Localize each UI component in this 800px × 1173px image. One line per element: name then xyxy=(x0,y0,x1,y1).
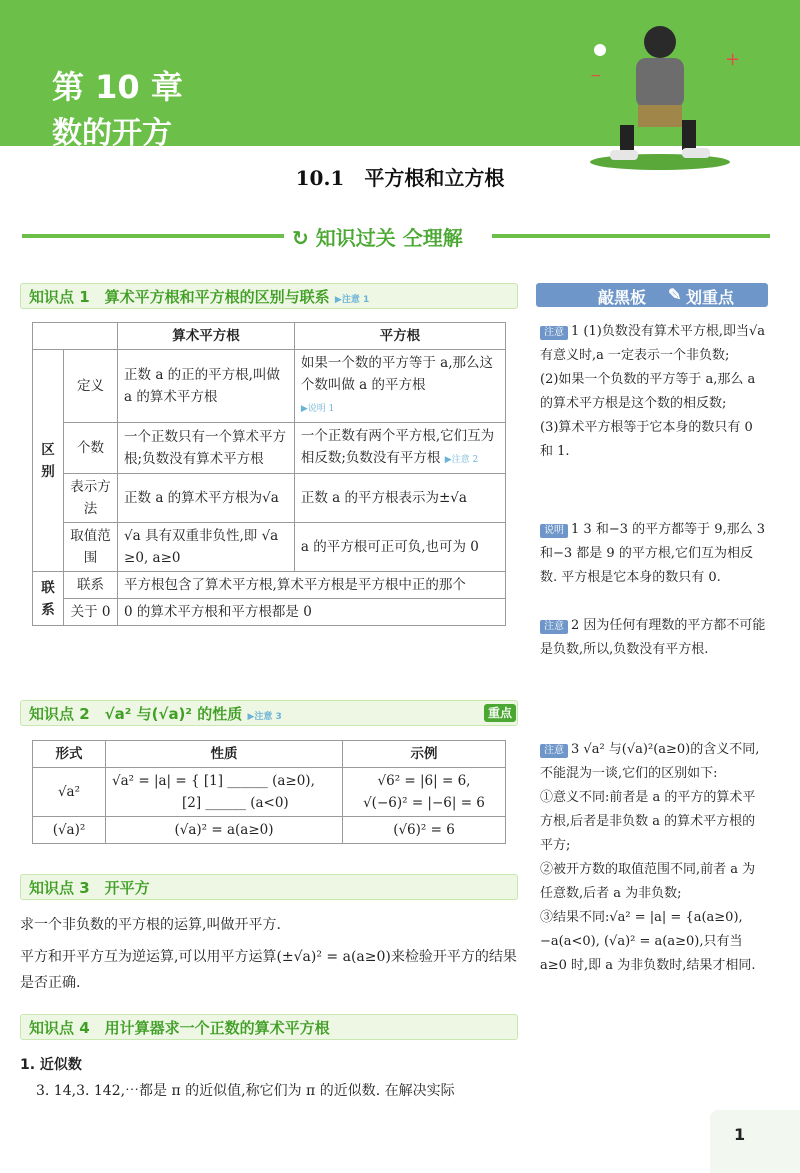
col-square-root: 平方根 xyxy=(294,323,505,350)
chapter-title: 数的开方 xyxy=(52,116,172,151)
page-number: 1 xyxy=(734,1125,746,1144)
section-title: 10.1 平方根和立方根 xyxy=(295,166,505,190)
side-header: 敲黑板 ✎ 划重点 xyxy=(536,283,768,307)
student-illustration xyxy=(560,10,760,170)
kp3-bar xyxy=(20,874,518,900)
kp1-bar xyxy=(20,283,518,309)
swirl-icon: ↻ xyxy=(292,226,316,250)
chapter-number: 第 10 章 xyxy=(52,68,183,106)
kp3-title: 知识点 3 开平方 xyxy=(29,879,150,897)
pencil-icon: ✎ xyxy=(668,285,682,304)
svg-text:−: − xyxy=(590,68,602,84)
banner-line-left xyxy=(22,234,284,238)
group-link: 联系 xyxy=(33,572,64,626)
svg-text:+: + xyxy=(725,49,741,70)
banner-line-right xyxy=(492,234,770,238)
kp2-title: 知识点 2 √a² 与(√a)² 的性质 ▶注意 3 xyxy=(29,705,282,723)
kp3-definition: 求一个非负数的平方根的运算,叫做开平方. xyxy=(20,917,281,933)
kp1-title: 知识点 1 算术平方根和平方根的区别与联系 ▶注意 1 xyxy=(29,288,370,306)
col-arith-root: 算术平方根 xyxy=(118,323,295,350)
explain-1: 说明 1 3 和−3 的平方都等于 9,那么 3 和−3 都是 9 的平方根,它们互为相反数. 平方根是它本身的数只有 0. xyxy=(540,522,766,585)
page-tab xyxy=(710,1110,800,1173)
key-point-badge: 重点 xyxy=(484,704,516,722)
kp4-title: 知识点 4 用计算器求一个正数的算术平方根 xyxy=(29,1019,330,1037)
note-2: 注意 2 因为任何有理数的平方都不可能是负数,所以,负数没有平方根. xyxy=(540,618,766,657)
note-1: 注意 1 (1)负数没有算术平方根,即当√a 有意义时,a 一定表示一个非负数; (2)如果一个负数的平方等于 a,那么 a 的算术平方根是这个数的相反数; (3)算术平方根等于它本身的数只有 0 和 1. xyxy=(540,324,766,459)
knowledge-banner: ↻ 知识过关 仝理解 xyxy=(292,226,463,250)
kp3-inverse-note: 平方和开平方互为逆运算,可以用平方运算(±√a)² = a(a≥0)来检验开平方的结果是否正确. xyxy=(20,949,517,991)
property-table: 形式 性质 示例 √a² √a² = |a| = { [1] ______ (a≥0), [2] ______ (a<0) √6² = |6| = 6, √(−6)² = |−6| = 6 (√a)² (√a)² = a(a≥0) (√6)² = 6 xyxy=(32,740,506,844)
kp4-subheading: 1. 近似数 xyxy=(20,1057,82,1073)
comparison-table: 算术平方根 平方根 区别 定义 正数 a 的正的平方根,叫做 a 的算术平方根 如果一个数的平方等于 a,那么这个数叫做 a 的平方根 ▶说明 1 个数 一个正数只有一个算术平方根;负数没有算术平方根 一个正数有两个平方根,它们互为相反数;负数没有平方根 ▶注意 2 表示方法 正数 a 的算术平方根为√a 正数 a 的平方根表示为±√a 取值范围 √a 具有双重非负性,即 √a ≥0, a≥0 a 的平方根可正可负,也可为 0 联系 联系 平方根包含了算术平方根,算术平方根是平方根中正的那个 关于 0 0 的算术平方根和平方根都是 0 xyxy=(32,322,506,626)
note-3: 注意 3 √a² 与(√a)²(a≥0)的含义不同,不能混为一谈,它们的区别如下: ①意义不同:前者是 a 的平方的算术平方根,后者是非负数 a 的算术平方根的平方; ②被开方数的取值范围不同,前者 a 为任意数,后者 a 为非负数; ③结果不同:√a² = |a| = {a(a≥0), −a(a<0), (√a)² = a(a≥0),只有当 a≥0 时,即 a 为非负数时,结果才相同. xyxy=(540,742,760,973)
kp4-bar xyxy=(20,1014,518,1040)
group-distinct: 区别 xyxy=(33,350,64,572)
kp4-paragraph: 3. 14,3. 142,⋯都是 π 的近似值,称它们为 π 的近似数. 在解决实际 xyxy=(36,1083,455,1099)
kp2-bar xyxy=(20,700,518,726)
